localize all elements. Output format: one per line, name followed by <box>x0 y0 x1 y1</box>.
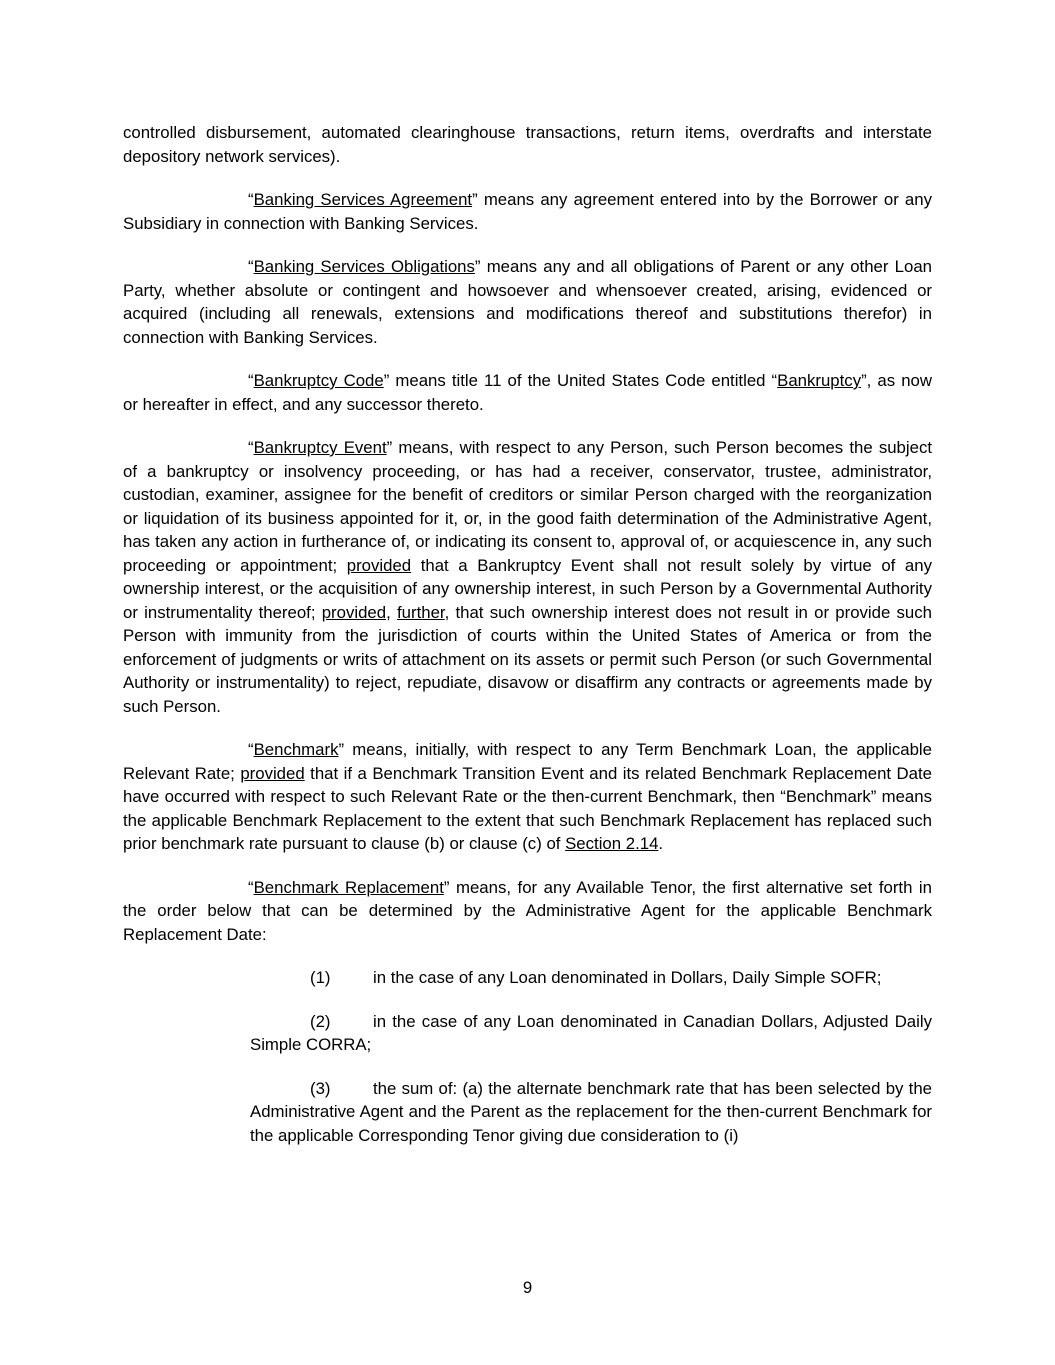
text-run: ” means, initially, with respect to any Term Benchmark Loan, the applicable Relevant Rate; <box>123 740 932 783</box>
text-run: the sum of: (a) the alternate benchmark rate that has been selected by the Administrative Agent and the Parent as the replacement for the then-current Benchmark for the applicable Corresponding Tenor giving due consideration to (i) <box>250 1078 932 1145</box>
defined-term: provided <box>346 555 412 575</box>
list-item <box>250 1010 932 1057</box>
defined-term: Banking Services Agreement <box>253 190 473 209</box>
list-number: (1) <box>310 968 331 987</box>
text-run: “ <box>248 371 254 390</box>
text-run: ”, as now or hereafter in effect, and any successor thereto. <box>123 371 932 414</box>
text-run: “ <box>248 190 254 209</box>
text-run: , <box>386 602 397 622</box>
text-run: . <box>658 834 664 853</box>
text-run: ” means, for any Available Tenor, the first alternative set forth in the order below that can be determined by the Administrative Agent for the applicable Benchmark Replacement Date: <box>123 877 932 944</box>
defined-term: provided <box>321 602 387 622</box>
document-content <box>123 121 932 1167</box>
text-run: “ <box>248 257 254 276</box>
text-run: that a Bankruptcy Event shall not result solely by virtue of any ownership interest, or the acquisition of any ownership interest, in such Person by a Governmental Authority or instrumentality thereof; <box>123 555 932 622</box>
text-run: ” means, with respect to any Person, such Person becomes the subject of a bankruptcy or insolvency proceeding, or has had a receiver, conservator, trustee, administrator, custodian, examiner, assignee for the benefit of creditors or similar Person charged with the reorganization or liquidation of its business appointed for it, or, in the good faith determination of the Administrative Agent, has taken any action in furtherance of, or indicating its consent to, approval of, or acquiescence in, any such proceeding or appointment; <box>123 438 932 575</box>
text-run: controlled disbursement, automated clearinghouse transactions, return items, overdrafts and interstate depository network services). <box>123 123 932 166</box>
text-run: ” means any agreement entered into by the Borrower or any Subsidiary in connection with Banking Services. <box>123 190 932 233</box>
defined-term: Bankruptcy <box>777 371 862 390</box>
text-run: ” means any and all obligations of Parent or any other Loan Party, whether absolute or contingent and howsoever and whensoever created, arising, evidenced or acquired (including all renewals, extensions and modifications thereof and substitutions therefor) in connection with Banking Services. <box>123 257 932 347</box>
text-run: in the case of any Loan denominated in Dollars, Daily Simple SOFR; <box>373 968 882 987</box>
paragraph <box>123 369 932 416</box>
list-item <box>250 966 932 990</box>
text-run: “ <box>248 740 254 759</box>
text-run: “ <box>248 438 254 457</box>
list-number: (3) <box>310 1078 331 1098</box>
paragraph <box>123 255 932 349</box>
defined-term: Benchmark Replacement <box>253 877 444 897</box>
list-item <box>250 1077 932 1148</box>
paragraph <box>123 738 932 856</box>
defined-term: Bankruptcy Event <box>253 438 387 457</box>
text-run: in the case of any Loan denominated in Canadian Dollars, Adjusted Daily Simple CORRA; <box>250 1011 932 1054</box>
defined-term: Banking Services Obligations <box>253 257 475 276</box>
defined-term: provided <box>240 763 305 783</box>
text-run: that if a Benchmark Transition Event and its related Benchmark Replacement Date have occurred with respect to such Relevant Rate or the then-current Benchmark, then “Benchmark” means the applicable Benchmark Replacement to the extent that such Benchmark Replacement has replaced such prior benchmark rate pursuant to clause (b) or clause (c) of <box>123 763 932 853</box>
defined-term: further <box>397 602 445 622</box>
text-run: ” means title 11 of the United States Code entitled “ <box>383 371 778 390</box>
defined-term: Section 2.14 <box>565 834 659 853</box>
text-run: “ <box>248 877 254 897</box>
defined-term: Benchmark <box>253 740 339 759</box>
page-number: 9 <box>522 1278 533 1297</box>
paragraph <box>123 121 932 168</box>
paragraph <box>123 436 932 718</box>
list-number: (2) <box>310 1011 331 1031</box>
defined-term: Bankruptcy Code <box>253 371 384 390</box>
paragraph <box>123 876 932 947</box>
text-run: , that such ownership interest does not result in or provide such Person with immunity from the jurisdiction of courts within the United States of America or from the enforcement of judgments or writs of attachment on its assets or permit such Person (or such Governmental Authority or instrumentality) to reject, repudiate, disavow or disaffirm any contracts or agreements made by such Person. <box>123 602 932 716</box>
paragraph <box>123 188 932 235</box>
